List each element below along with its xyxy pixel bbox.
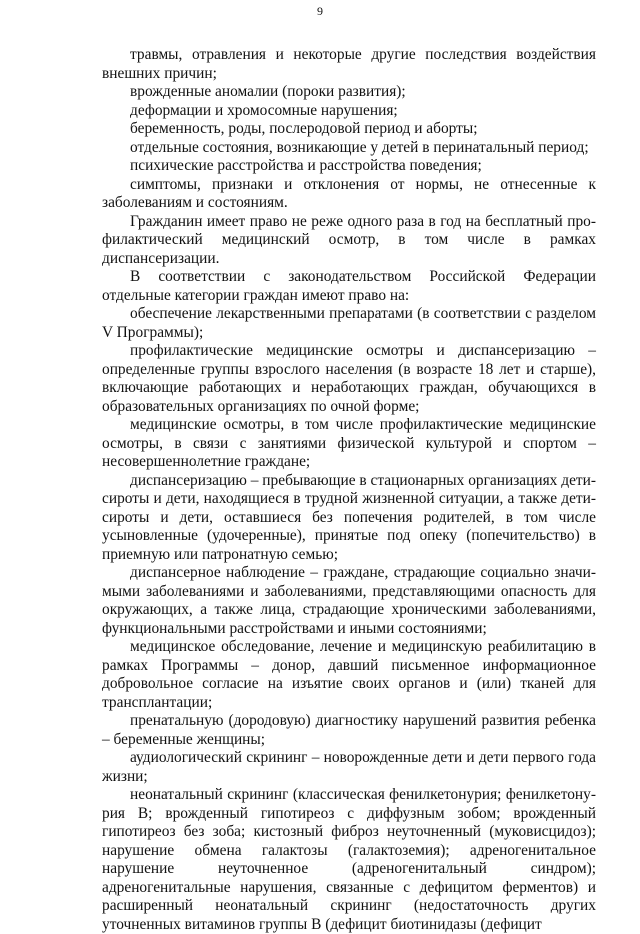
document-body bbox=[102, 46, 596, 934]
paragraph-sports-exams: медицинские осмотры, в том числе профилактические медицинские осмотры, в связи с занятиями физической культурой и спортом – несовершеннолетние граждане; bbox=[102, 416, 596, 470]
page-number: 9 bbox=[317, 4, 323, 18]
paragraph-dispensary-observation: диспансерное наблюдение – граждане, страдающие социально значимыми заболеваниями и заболеваниями, представляющими опасность для окружающих, а также лица, страдающие хроническими заболеваниями, функциональными расстройствами и иными состояниями; bbox=[102, 564, 596, 637]
paragraph-prenatal: пренатальную (дородовую) диагностику нарушений развития ребенка – беременные женщины; bbox=[102, 712, 596, 748]
paragraph-audiological: аудиологический скрининг – новорожденные дети и дети первого года жизни; bbox=[102, 749, 596, 785]
paragraph-mental-disorders: психические расстройства и расстройства поведения; bbox=[130, 157, 482, 174]
paragraph-annual-checkup: Гражданин имеет право не реже одного раза в год на бесплатный профилактический медицинский осмотр, в том числе в рамках диспансеризации. bbox=[102, 212, 596, 267]
paragraph-perinatal: отдельные состояния, возникающие у детей в перинатальный период; bbox=[130, 138, 589, 156]
paragraph-pregnancy: беременность, роды, послеродовой период и аборты; bbox=[130, 120, 478, 137]
paragraph-categories-intro: В соответствии с законодательством Российской Федерации отдельные категории граждан имеют право на: bbox=[102, 268, 596, 304]
paragraph-medications: обеспечение лекарственными препаратами (в соответствии с разделом V Программы); bbox=[102, 305, 596, 341]
paragraph-donor: медицинское обследование, лечение и медицинскую реабилитацию в рамках Программы – донор, давший письменное информационное добровольное согласие на изъятие своих органов и (или) тканей для трансплантации; bbox=[102, 638, 596, 711]
paragraph-symptoms: симптомы, признаки и отклонения от нормы, не отнесенные к заболеваниям и состояниям. bbox=[102, 175, 596, 211]
paragraph-orphans-screening: диспансеризацию – пребывающие в стационарных организациях дети-сироты и дети, находящиеся в трудной жизненной ситуации, а также дети-сироты и дети, оставшиеся без попечения родителей, в том числе усыновленные (удочеренные), принятые под опеку (попечительство) в приемную или патронатную семью; bbox=[102, 471, 596, 563]
paragraph-chromosomal-disorders: деформации и хромосомные нарушения; bbox=[130, 101, 398, 119]
paragraph-preventive-exams: профилактические медицинские осмотры и диспансеризацию – определенные группы взрослого населения (в возрасте 18 лет и старше), включающие работающих и неработающих граждан, обучающихся в образовательных организациях по очной форме; bbox=[102, 342, 596, 415]
paragraph-injuries: травмы, отравления и некоторые другие последствия воздействия внешних причин; bbox=[102, 46, 596, 82]
paragraph-congenital-anomalies: врожденные аномалии (пороки развития); bbox=[130, 83, 406, 100]
paragraph-neonatal-screening: неонатальный скрининг (классическая фенилкетонурия; фенилкетонурия B; врожденный гипотиреоз с диффузным зобом; врожденный гипотиреоз без зоба; кистозный фиброз неуточненный (муковисцидоз); нарушение обмена галактозы (галактоземия); адреногенитальное нарушение неуточненное (адреногенитальный синдром); адреногенитальные нарушения, связанные с дефицитом ферментов) и расширенный неонатальный скрининг (недостаточность других уточненных витаминов группы B (дефицит биотинидазы (дефицит bbox=[102, 786, 596, 933]
